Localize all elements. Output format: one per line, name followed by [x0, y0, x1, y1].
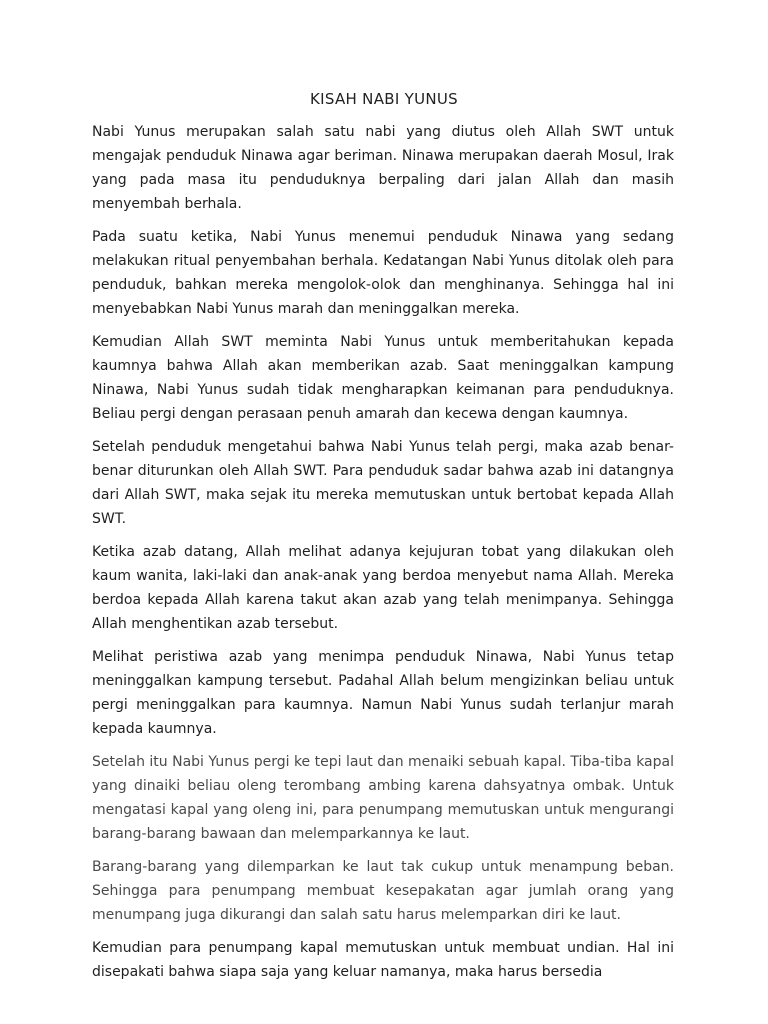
paragraph-9: Kemudian para penumpang kapal memutuskan untuk membuat undian. Hal ini disepakati bahwa siapa saja yang keluar namanya, maka harus bersedia: [92, 940, 674, 980]
document-body: [92, 120, 674, 993]
paragraph-1: Nabi Yunus merupakan salah satu nabi yang diutus oleh Allah SWT untuk mengajak penduduk Ninawa agar beriman. Ninawa merupakan daerah Mosul, Irak yang pada masa itu penduduknya berpaling dari jalan Allah dan masih menyembah berhala.: [92, 124, 674, 212]
paragraph-8: Barang-barang yang dilemparkan ke laut tak cukup untuk menampung beban. Sehingga para penumpang membuat kesepakatan agar jumlah orang yang menumpang juga dikurangi dan salah satu harus melemparkan diri ke laut.: [92, 859, 674, 923]
document-title: KISAH NABI YUNUS: [310, 90, 458, 108]
paragraph-4: Setelah penduduk mengetahui bahwa Nabi Yunus telah pergi, maka azab benar-benar diturunkan oleh Allah SWT. Para penduduk sadar bahwa azab ini datangnya dari Allah SWT, maka sejak itu mereka memutuskan untuk bertobat kepada Allah SWT.: [92, 439, 674, 527]
paragraph-3: Kemudian Allah SWT meminta Nabi Yunus untuk memberitahukan kepada kaumnya bahwa Allah akan memberikan azab. Saat meninggalkan kampung Ninawa, Nabi Yunus sudah tidak mengharapkan keimanan para penduduknya. Beliau pergi dengan perasaan penuh amarah dan kecewa dengan kaumnya.: [92, 334, 674, 422]
paragraph-7: Setelah itu Nabi Yunus pergi ke tepi laut dan menaiki sebuah kapal. Tiba-tiba kapal yang dinaiki beliau oleng terombang ambing karena dahsyatnya ombak. Untuk mengatasi kapal yang oleng ini, para penumpang memutuskan untuk mengurangi barang-barang bawaan dan melemparkannya ke laut.: [92, 754, 674, 842]
paragraph-6: Melihat peristiwa azab yang menimpa penduduk Ninawa, Nabi Yunus tetap meninggalkan kampung tersebut. Padahal Allah belum mengizinkan beliau untuk pergi meninggalkan para kaumnya. Namun Nabi Yunus sudah terlanjur marah kepada kaumnya.: [92, 649, 674, 737]
paragraph-2: Pada suatu ketika, Nabi Yunus menemui penduduk Ninawa yang sedang melakukan ritual penyembahan berhala. Kedatangan Nabi Yunus ditolak oleh para penduduk, bahkan mereka mengolok-olok dan menghinanya. Sehingga hal ini menyebabkan Nabi Yunus marah dan meninggalkan mereka.: [92, 229, 674, 317]
paragraph-5: Ketika azab datang, Allah melihat adanya kejujuran tobat yang dilakukan oleh kaum wanita, laki-laki dan anak-anak yang berdoa menyebut nama Allah. Mereka berdoa kepada Allah karena takut akan azab yang telah menimpanya. Sehingga Allah menghentikan azab tersebut.: [92, 544, 674, 632]
